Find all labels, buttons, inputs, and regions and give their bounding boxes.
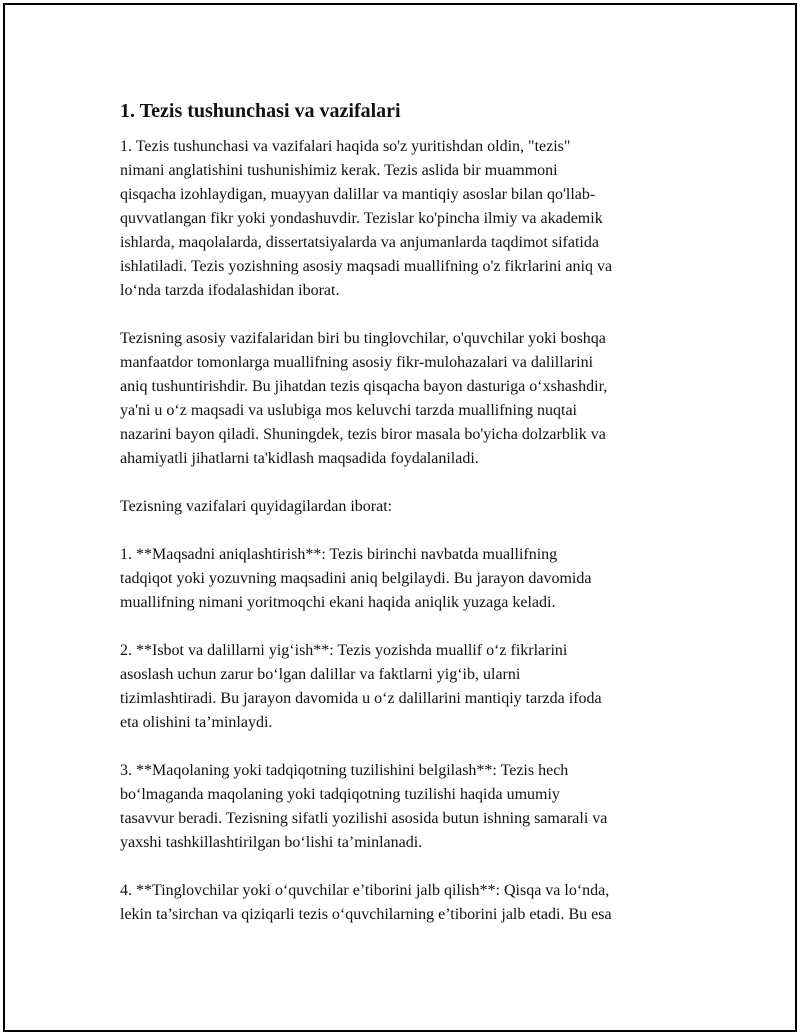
text-line: nazarini bayon qiladi. Shuningdek, tezis biror masala bo'yicha dolzarblik va bbox=[120, 426, 606, 443]
text-line: 1. **Maqsadni aniqlashtirish**: Tezis birinchi navbatda muallifning bbox=[120, 546, 558, 563]
text-line: nimani anglatishini tushunishimiz kerak. Tezis aslida bir muammoni bbox=[120, 162, 558, 179]
text-line: quvvatlangan fikr yoki yondashuvdir. Tezislar ko'pincha ilmiy va akademik bbox=[120, 210, 603, 227]
text-line: ahamiyatli jihatlarni ta'kidlash maqsadida foydalaniladi. bbox=[120, 450, 479, 467]
text-line: yaxshi tashkillashtirilgan bo‘lishi ta’minlanadi. bbox=[120, 834, 423, 851]
text-line: Tezisning vazifalari quyidagilardan iborat: bbox=[120, 498, 393, 515]
list-item-3 bbox=[120, 759, 700, 855]
text-line: eta olishini ta’minlaydi. bbox=[120, 714, 273, 731]
text-line: muallifning nimani yoritmoqchi ekani haqida aniqlik yuzaga keladi. bbox=[120, 594, 556, 611]
text-line: Tezisning asosiy vazifalaridan biri bu tinglovchilar, o'quvchilar yoki boshqa bbox=[120, 330, 606, 347]
text-line: tasavvur beradi. Tezisning sifatli yozilishi asosida butun ishning samarali va bbox=[120, 810, 608, 827]
text-line: lekin ta’sirchan va qiziqarli tezis o‘quvchilarning e’tiborini jalb etadi. Bu esa bbox=[120, 906, 612, 923]
text-line: 1. Tezis tushunchasi va vazifalari haqida so'z yuritishdan oldin, "tezis" bbox=[120, 138, 571, 155]
text-line: ishlarda, maqolalarda, dissertatsiyalarda va anjumanlarda taqdimot sifatida bbox=[120, 234, 599, 251]
text-line: asoslash uchun zarur bo‘lgan dalillar va faktlarni yig‘ib, ularni bbox=[120, 666, 521, 683]
text-line: ya'ni u o‘z maqsadi va uslubiga mos keluvchi tarzda muallifning nuqtai bbox=[120, 402, 577, 419]
text-line: bo‘lmaganda maqolaning yoki tadqiqotning tuzilishi haqida umumiy bbox=[120, 786, 560, 803]
text-line: 3. **Maqolaning yoki tadqiqotning tuzilishini belgilash**: Tezis hech bbox=[120, 762, 569, 779]
text-line: tizimlashtiradi. Bu jarayon davomida u o‘z dalillarini mantiqiy tarzda ifoda bbox=[120, 690, 602, 707]
document-body bbox=[120, 98, 700, 951]
list-item-2 bbox=[120, 639, 700, 735]
list-item-4 bbox=[120, 879, 700, 927]
text-line: manfaatdor tomonlarga muallifning asosiy fikr-mulohazalari va dalillarini bbox=[120, 354, 594, 371]
document-title: 1. Tezis tushunchasi va vazifalari bbox=[120, 100, 401, 122]
text-line: 2. **Isbot va dalillarni yig‘ish**: Tezis yozishda muallif o‘z fikrlarini bbox=[120, 642, 568, 659]
text-line: ishlatiladi. Tezis yozishning asosiy maqsadi muallifning o'z fikrlarini aniq va bbox=[120, 258, 613, 275]
text-line: lo‘nda tarzda ifodalashidan iborat. bbox=[120, 282, 340, 299]
text-line: aniq tushuntirishdir. Bu jihatdan tezis qisqacha bayon dasturiga o‘xshashdir, bbox=[120, 378, 608, 395]
paragraph-intro bbox=[120, 135, 700, 303]
paragraph-main-function bbox=[120, 327, 700, 471]
text-line: 4. **Tinglovchilar yoki o‘quvchilar e’tiborini jalb qilish**: Qisqa va lo‘nda, bbox=[120, 882, 610, 899]
document-page bbox=[3, 3, 797, 1032]
list-item-1 bbox=[120, 543, 700, 615]
text-line: qisqacha izohlaydigan, muayyan dalillar va mantiqiy asoslar bilan qo'llab- bbox=[120, 186, 596, 203]
paragraph-list-intro bbox=[120, 495, 700, 519]
text-line: tadqiqot yoki yozuvning maqsadini aniq belgilaydi. Bu jarayon davomida bbox=[120, 570, 592, 587]
